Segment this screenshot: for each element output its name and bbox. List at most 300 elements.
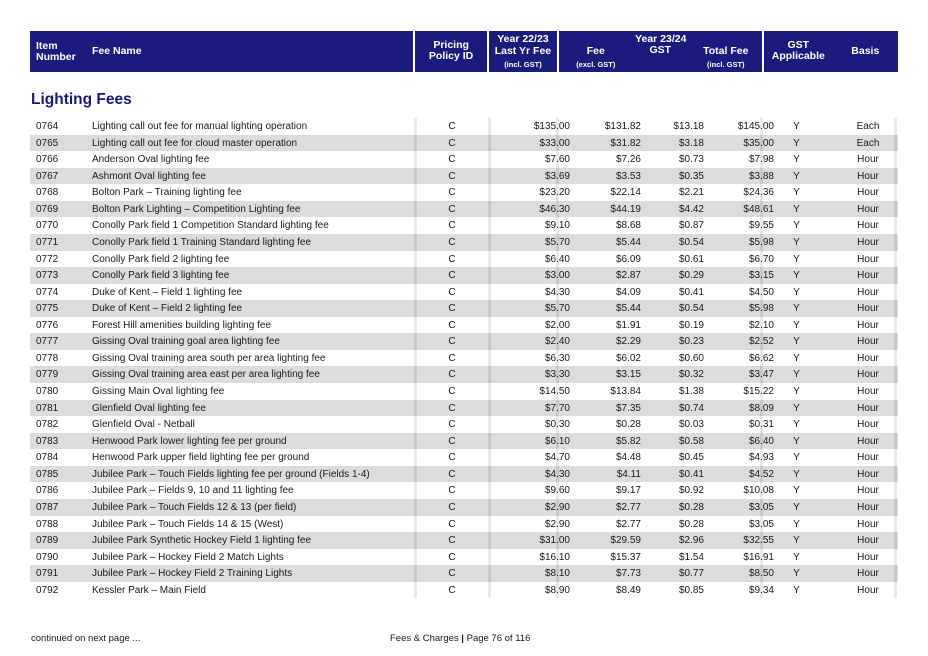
- table-row: [30, 433, 898, 450]
- cell-fee-name: Jubilee Park Synthetic Hockey Field 1 lighting fee: [92, 535, 312, 547]
- cell-last-yr-fee: $4.30: [544, 468, 570, 480]
- cell-fee-name: Henwood Park upper field lighting fee per ground: [92, 452, 310, 464]
- cell-gst-applicable: Y: [793, 485, 800, 497]
- cell-item-number: 0792: [36, 584, 59, 596]
- doc-title: Fees & Charges: [390, 633, 459, 644]
- cell-gst-amount: $0.77: [678, 568, 704, 580]
- cell-item-number: 0765: [36, 137, 59, 149]
- header-incl-gst-curr: (incl. GST): [707, 60, 745, 69]
- cell-last-yr-fee: $6.10: [544, 435, 570, 447]
- continued-note: continued on next page ...: [31, 633, 141, 644]
- header-last-yr-fee: Last Yr Fee: [494, 45, 552, 57]
- table-row: [30, 532, 898, 549]
- cell-pricing-policy: C: [448, 369, 456, 381]
- cell-basis: Hour: [857, 170, 879, 182]
- cell-last-yr-fee: $7.70: [544, 402, 570, 414]
- cell-pricing-policy: C: [448, 452, 456, 464]
- cell-basis: Hour: [857, 419, 879, 431]
- header-pricing-policy: Pricing Policy ID: [428, 39, 474, 62]
- cell-pricing-policy: C: [448, 551, 456, 563]
- cell-pricing-policy: C: [448, 154, 456, 166]
- cell-basis: Hour: [857, 435, 879, 447]
- table-row: [30, 284, 898, 301]
- cell-basis: Hour: [857, 584, 879, 596]
- cell-gst-applicable: Y: [793, 518, 800, 530]
- cell-item-number: 0768: [36, 187, 59, 199]
- cell-pricing-policy: C: [448, 336, 456, 348]
- cell-basis: Hour: [857, 468, 879, 480]
- cell-total-fee: $145.00: [737, 121, 774, 132]
- cell-basis: Hour: [857, 369, 879, 381]
- cell-gst-amount: $0.03: [678, 419, 704, 431]
- cell-gst-amount: $13.18: [673, 121, 704, 132]
- cell-total-fee: $35.00: [743, 137, 774, 149]
- cell-fee-excl-gst: $22.14: [610, 187, 641, 199]
- cell-item-number: 0775: [36, 303, 59, 315]
- table-row: [30, 366, 898, 383]
- cell-item-number: 0786: [36, 485, 59, 497]
- cell-gst-applicable: Y: [793, 452, 800, 464]
- cell-fee-name: Gissing Oval training goal area lighting fee: [92, 336, 280, 348]
- cell-fee-name: Kessler Park – Main Field: [92, 584, 206, 596]
- cell-gst-amount: $1.38: [678, 386, 704, 397]
- cell-total-fee: $5.98: [748, 303, 774, 315]
- cell-gst-applicable: Y: [793, 187, 800, 199]
- cell-last-yr-fee: $8.90: [544, 584, 570, 596]
- cell-total-fee: $3.05: [748, 518, 774, 530]
- cell-fee-name: Anderson Oval lighting fee: [92, 154, 210, 166]
- cell-item-number: 0779: [36, 369, 59, 381]
- table-row: [30, 118, 898, 135]
- cell-fee-excl-gst: $3.53: [615, 170, 641, 182]
- cell-fee-name: Duke of Kent – Field 2 lighting fee: [92, 303, 243, 315]
- table-row: [30, 251, 898, 268]
- cell-fee-name: Duke of Kent – Field 1 lighting fee: [92, 286, 243, 298]
- cell-fee-excl-gst: $4.48: [615, 452, 641, 464]
- cell-gst-applicable: Y: [793, 551, 800, 563]
- cell-pricing-policy: C: [448, 386, 456, 397]
- cell-gst-amount: $0.29: [678, 270, 704, 282]
- table-row: [30, 217, 898, 234]
- cell-fee-name: Conolly Park field 3 lighting fee: [92, 270, 230, 282]
- table-row: [30, 449, 898, 466]
- cell-total-fee: $8.50: [748, 568, 774, 580]
- cell-last-yr-fee: $8.10: [544, 568, 570, 580]
- cell-last-yr-fee: $2.00: [544, 319, 570, 331]
- cell-basis: Hour: [857, 551, 879, 563]
- cell-total-fee: $2.10: [748, 319, 774, 331]
- cell-total-fee: $8.09: [748, 402, 774, 414]
- cell-last-yr-fee: $0.30: [544, 419, 570, 431]
- cell-last-yr-fee: $5.70: [544, 303, 570, 315]
- cell-fee-excl-gst: $4.11: [616, 468, 641, 480]
- cell-gst-amount: $0.28: [678, 501, 704, 513]
- cell-basis: Hour: [857, 187, 879, 199]
- cell-pricing-policy: C: [448, 286, 456, 298]
- header-year-prev: Year 22/23: [497, 33, 549, 45]
- cell-gst-amount: $2.96: [678, 535, 704, 547]
- cell-fee-excl-gst: $4.09: [615, 286, 641, 298]
- header-gst: GST: [649, 44, 672, 56]
- cell-basis: Hour: [857, 203, 879, 215]
- cell-item-number: 0783: [36, 435, 59, 447]
- cell-gst-amount: $4.42: [678, 203, 704, 215]
- cell-last-yr-fee: $2.90: [544, 501, 570, 513]
- cell-fee-excl-gst: $2.77: [615, 501, 641, 513]
- cell-fee-excl-gst: $0.28: [615, 419, 641, 431]
- table-row: [30, 201, 898, 218]
- cell-gst-applicable: Y: [793, 568, 800, 580]
- cell-gst-amount: $0.41: [678, 286, 704, 298]
- cell-last-yr-fee: $9.10: [544, 220, 570, 232]
- cell-fee-excl-gst: $44.19: [610, 203, 641, 215]
- table-row: [30, 400, 898, 417]
- cell-basis: Hour: [857, 352, 879, 364]
- cell-fee-name: Lighting call out fee for manual lighting operation: [92, 121, 308, 132]
- cell-item-number: 0772: [36, 253, 59, 265]
- cell-gst-amount: $0.92: [678, 485, 704, 497]
- cell-fee-excl-gst: $5.44: [615, 303, 641, 315]
- cell-basis: Hour: [857, 402, 879, 414]
- cell-total-fee: $6.62: [748, 352, 774, 364]
- cell-item-number: 0771: [36, 236, 59, 248]
- cell-item-number: 0778: [36, 352, 59, 364]
- header-current-year-block: [559, 31, 763, 72]
- table-row: [30, 516, 898, 533]
- cell-fee-name: Henwood Park lower lighting fee per ground: [92, 435, 287, 447]
- table-row: [30, 267, 898, 284]
- cell-gst-amount: $0.61: [678, 253, 704, 265]
- cell-gst-applicable: Y: [793, 319, 800, 331]
- page-footer: [390, 633, 530, 644]
- cell-fee-excl-gst: $6.09: [615, 253, 641, 265]
- cell-item-number: 0787: [36, 501, 59, 513]
- footer-separator: |: [461, 633, 464, 644]
- cell-item-number: 0784: [36, 452, 59, 464]
- cell-fee-name: Glenfield Oval lighting fee: [92, 402, 206, 414]
- cell-fee-excl-gst: $15.37: [610, 551, 641, 563]
- cell-pricing-policy: C: [448, 402, 456, 414]
- cell-fee-name: Ashmont Oval lighting fee: [92, 170, 206, 182]
- table-row: [30, 300, 898, 317]
- cell-gst-amount: $0.60: [678, 352, 704, 364]
- table-row: [30, 466, 898, 483]
- cell-basis: Hour: [857, 386, 879, 397]
- cell-item-number: 0790: [36, 551, 59, 563]
- cell-last-yr-fee: $16.10: [539, 551, 570, 563]
- cell-gst-amount: $0.32: [678, 369, 704, 381]
- cell-fee-name: Conolly Park field 2 lighting fee: [92, 253, 230, 265]
- cell-basis: Hour: [857, 220, 879, 232]
- cell-item-number: 0769: [36, 203, 59, 215]
- cell-gst-amount: $0.85: [678, 584, 704, 596]
- header-last-year-block: [489, 31, 557, 72]
- table-row: [30, 184, 898, 201]
- cell-last-yr-fee: $2.40: [544, 336, 570, 348]
- cell-gst-applicable: Y: [793, 236, 800, 248]
- cell-item-number: 0767: [36, 170, 59, 182]
- cell-item-number: 0789: [36, 535, 59, 547]
- cell-pricing-policy: C: [448, 187, 456, 199]
- cell-item-number: 0773: [36, 270, 59, 282]
- cell-fee-excl-gst: $31.82: [610, 137, 641, 149]
- cell-basis: Hour: [857, 303, 879, 315]
- cell-gst-applicable: Y: [793, 286, 800, 298]
- cell-last-yr-fee: $5.70: [544, 236, 570, 248]
- cell-gst-amount: $0.41: [678, 468, 704, 480]
- cell-item-number: 0780: [36, 386, 59, 397]
- cell-item-number: 0764: [36, 121, 59, 132]
- cell-last-yr-fee: $4.70: [544, 452, 570, 464]
- table-row: [30, 416, 898, 433]
- cell-gst-amount: $0.35: [678, 170, 704, 182]
- cell-fee-excl-gst: $13.84: [610, 386, 641, 397]
- cell-pricing-policy: C: [448, 352, 456, 364]
- cell-basis: Hour: [857, 236, 879, 248]
- cell-pricing-policy: C: [448, 501, 456, 513]
- cell-fee-name: Lighting call out fee for cloud master operation: [92, 137, 298, 149]
- table-row: [30, 135, 898, 152]
- cell-fee-excl-gst: $2.29: [615, 336, 641, 348]
- header-excl-gst: (excl. GST): [576, 60, 616, 69]
- cell-fee-excl-gst: $5.44: [615, 236, 641, 248]
- cell-pricing-policy: C: [448, 435, 456, 447]
- cell-last-yr-fee: $3.69: [544, 170, 570, 182]
- cell-fee-name: Jubilee Park – Hockey Field 2 Training Lights: [92, 568, 293, 580]
- cell-pricing-policy: C: [448, 518, 456, 530]
- cell-item-number: 0777: [36, 336, 59, 348]
- cell-gst-amount: $0.73: [678, 154, 704, 166]
- cell-fee-name: Jubilee Park – Touch Fields 14 & 15 (West): [92, 518, 284, 530]
- cell-gst-amount: $3.18: [678, 137, 704, 149]
- cell-fee-name: Glenfield Oval - Netball: [92, 419, 195, 431]
- cell-basis: Each: [856, 137, 880, 149]
- cell-basis: Hour: [857, 485, 879, 497]
- cell-fee-excl-gst: $7.35: [615, 402, 641, 414]
- cell-gst-applicable: Y: [793, 220, 800, 232]
- cell-pricing-policy: C: [448, 170, 456, 182]
- cell-gst-amount: $0.54: [678, 303, 704, 315]
- cell-total-fee: $5.98: [748, 236, 774, 248]
- header-item-number: Item Number: [36, 40, 76, 63]
- cell-last-yr-fee: $4.30: [544, 286, 570, 298]
- cell-last-yr-fee: $9.60: [544, 485, 570, 497]
- cell-gst-applicable: Y: [793, 501, 800, 513]
- cell-gst-applicable: Y: [793, 468, 800, 480]
- cell-gst-applicable: Y: [793, 352, 800, 364]
- cell-total-fee: $0.31: [748, 419, 774, 431]
- cell-gst-amount: $0.23: [678, 336, 704, 348]
- cell-item-number: 0766: [36, 154, 59, 166]
- cell-fee-excl-gst: $8.49: [615, 584, 641, 596]
- header-total-fee: Total Fee: [703, 45, 749, 57]
- table-row: [30, 383, 898, 400]
- cell-basis: Hour: [857, 253, 879, 265]
- cell-total-fee: $6.40: [748, 435, 774, 447]
- section-title: Lighting Fees: [31, 91, 132, 108]
- cell-fee-name: Conolly Park field 1 Training Standard lighting fee: [92, 236, 312, 248]
- header-item-name-block: [30, 31, 413, 72]
- cell-basis: Each: [856, 121, 880, 132]
- cell-total-fee: $3.15: [748, 270, 774, 282]
- cell-pricing-policy: C: [448, 121, 456, 132]
- table-row: [30, 350, 898, 367]
- cell-gst-amount: $0.87: [678, 220, 704, 232]
- cell-basis: Hour: [857, 319, 879, 331]
- table-row: [30, 168, 898, 185]
- cell-basis: Hour: [857, 154, 879, 166]
- cell-basis: Hour: [857, 336, 879, 348]
- cell-gst-applicable: Y: [793, 336, 800, 348]
- cell-last-yr-fee: $46.30: [539, 203, 570, 215]
- cell-last-yr-fee: $31.00: [539, 535, 570, 547]
- cell-total-fee: $4.52: [748, 468, 774, 480]
- table-header: [30, 31, 898, 72]
- cell-item-number: 0770: [36, 220, 59, 232]
- cell-item-number: 0782: [36, 419, 59, 431]
- cell-gst-applicable: Y: [793, 303, 800, 315]
- cell-gst-amount: $0.28: [678, 518, 704, 530]
- cell-total-fee: $4.93: [748, 452, 774, 464]
- cell-gst-amount: $0.54: [678, 236, 704, 248]
- cell-fee-name: Bolton Park Lighting – Competition Lighting fee: [92, 203, 301, 215]
- cell-last-yr-fee: $6.40: [544, 253, 570, 265]
- cell-total-fee: $16.91: [743, 551, 774, 563]
- cell-gst-amount: $0.74: [678, 402, 704, 414]
- cell-total-fee: $6.70: [748, 253, 774, 265]
- cell-gst-applicable: Y: [793, 402, 800, 414]
- table-row: [30, 317, 898, 334]
- cell-fee-name: Jubilee Park – Fields 9, 10 and 11 lighting fee: [92, 485, 294, 497]
- page-number: Page 76 of 116: [466, 633, 531, 644]
- cell-fee-excl-gst: $9.17: [615, 485, 641, 497]
- cell-pricing-policy: C: [448, 303, 456, 315]
- cell-basis: Hour: [857, 286, 879, 298]
- table-row: [30, 333, 898, 350]
- cell-gst-applicable: Y: [793, 369, 800, 381]
- table-row: [30, 482, 898, 499]
- table-row: [30, 549, 898, 566]
- table-row: [30, 151, 898, 168]
- cell-item-number: 0774: [36, 286, 59, 298]
- cell-pricing-policy: C: [448, 220, 456, 232]
- header-fee: Fee: [586, 45, 605, 57]
- cell-gst-amount: $0.58: [678, 435, 704, 447]
- cell-fee-excl-gst: $29.59: [610, 535, 641, 547]
- cell-total-fee: $9.34: [748, 584, 774, 596]
- cell-fee-name: Conolly Park field 1 Competition Standard lighting fee: [92, 220, 329, 232]
- cell-last-yr-fee: $135.00: [533, 121, 570, 132]
- cell-gst-applicable: Y: [793, 435, 800, 447]
- cell-gst-applicable: Y: [793, 270, 800, 282]
- cell-gst-amount: $0.45: [678, 452, 704, 464]
- header-incl-gst-prev: (incl. GST): [504, 60, 542, 69]
- cell-gst-applicable: Y: [793, 419, 800, 431]
- cell-basis: Hour: [857, 568, 879, 580]
- cell-fee-excl-gst: $2.87: [615, 270, 641, 282]
- cell-total-fee: $24.36: [743, 187, 774, 199]
- cell-gst-amount: $2.21: [678, 187, 704, 199]
- cell-total-fee: $3.05: [748, 501, 774, 513]
- cell-fee-excl-gst: $3.15: [615, 369, 641, 381]
- cell-gst-applicable: Y: [793, 386, 800, 397]
- cell-fee-excl-gst: $7.26: [615, 154, 641, 166]
- cell-pricing-policy: C: [448, 535, 456, 547]
- table-row: [30, 565, 898, 582]
- cell-pricing-policy: C: [448, 236, 456, 248]
- fee-table-body: [30, 118, 898, 598]
- cell-gst-applicable: Y: [793, 253, 800, 265]
- cell-basis: Hour: [857, 518, 879, 530]
- cell-gst-applicable: Y: [793, 154, 800, 166]
- table-row: [30, 582, 898, 599]
- cell-total-fee: $2.52: [748, 336, 774, 348]
- header-basis: Basis: [851, 45, 880, 57]
- cell-pricing-policy: C: [448, 319, 456, 331]
- cell-basis: Hour: [857, 535, 879, 547]
- cell-pricing-policy: C: [448, 468, 456, 480]
- cell-last-yr-fee: $2.90: [544, 518, 570, 530]
- cell-gst-amount: $0.19: [678, 319, 704, 331]
- cell-total-fee: $7.98: [748, 154, 774, 166]
- cell-last-yr-fee: $23.20: [539, 187, 570, 199]
- cell-fee-excl-gst: $1.91: [615, 319, 641, 331]
- table-row: [30, 499, 898, 516]
- cell-total-fee: $48.61: [743, 203, 774, 215]
- cell-item-number: 0791: [36, 568, 59, 580]
- cell-basis: Hour: [857, 452, 879, 464]
- cell-fee-excl-gst: $8.68: [615, 220, 641, 232]
- cell-item-number: 0788: [36, 518, 59, 530]
- cell-last-yr-fee: $7.60: [544, 154, 570, 166]
- cell-total-fee: $9.55: [748, 220, 774, 232]
- cell-pricing-policy: C: [448, 485, 456, 497]
- cell-basis: Hour: [857, 501, 879, 513]
- cell-total-fee: $10.08: [743, 485, 774, 497]
- cell-fee-name: Jubilee Park – Hockey Field 2 Match Lights: [92, 551, 284, 563]
- cell-total-fee: $3.47: [748, 369, 774, 381]
- cell-item-number: 0776: [36, 319, 59, 331]
- cell-pricing-policy: C: [448, 270, 456, 282]
- header-gst-basis-block: [764, 31, 898, 72]
- cell-gst-amount: $1.54: [678, 551, 704, 563]
- cell-last-yr-fee: $6.30: [544, 352, 570, 364]
- cell-fee-name: Gissing Oval training area east per area lighting fee: [92, 369, 320, 381]
- cell-total-fee: $3.88: [748, 170, 774, 182]
- cell-fee-name: Gissing Main Oval lighting fee: [92, 386, 225, 397]
- cell-last-yr-fee: $3.30: [544, 369, 570, 381]
- cell-pricing-policy: C: [448, 419, 456, 431]
- cell-pricing-policy: C: [448, 568, 456, 580]
- cell-basis: Hour: [857, 270, 879, 282]
- cell-fee-excl-gst: $6.02: [615, 352, 641, 364]
- cell-gst-applicable: Y: [793, 535, 800, 547]
- cell-fee-excl-gst: $131.82: [604, 121, 641, 132]
- cell-gst-applicable: Y: [793, 584, 800, 596]
- cell-total-fee: $32.55: [743, 535, 774, 547]
- cell-fee-excl-gst: $2.77: [615, 518, 641, 530]
- cell-pricing-policy: C: [448, 584, 456, 596]
- cell-gst-applicable: Y: [793, 170, 800, 182]
- cell-fee-excl-gst: $5.82: [615, 435, 641, 447]
- cell-fee-name: Forest Hill amenities building lighting fee: [92, 319, 271, 331]
- cell-gst-applicable: Y: [793, 121, 800, 132]
- cell-last-yr-fee: $33.00: [539, 137, 570, 149]
- cell-total-fee: $15.22: [743, 386, 774, 397]
- cell-pricing-policy: C: [448, 253, 456, 265]
- header-year-curr: Year 23/24: [635, 33, 687, 45]
- cell-gst-applicable: Y: [793, 203, 800, 215]
